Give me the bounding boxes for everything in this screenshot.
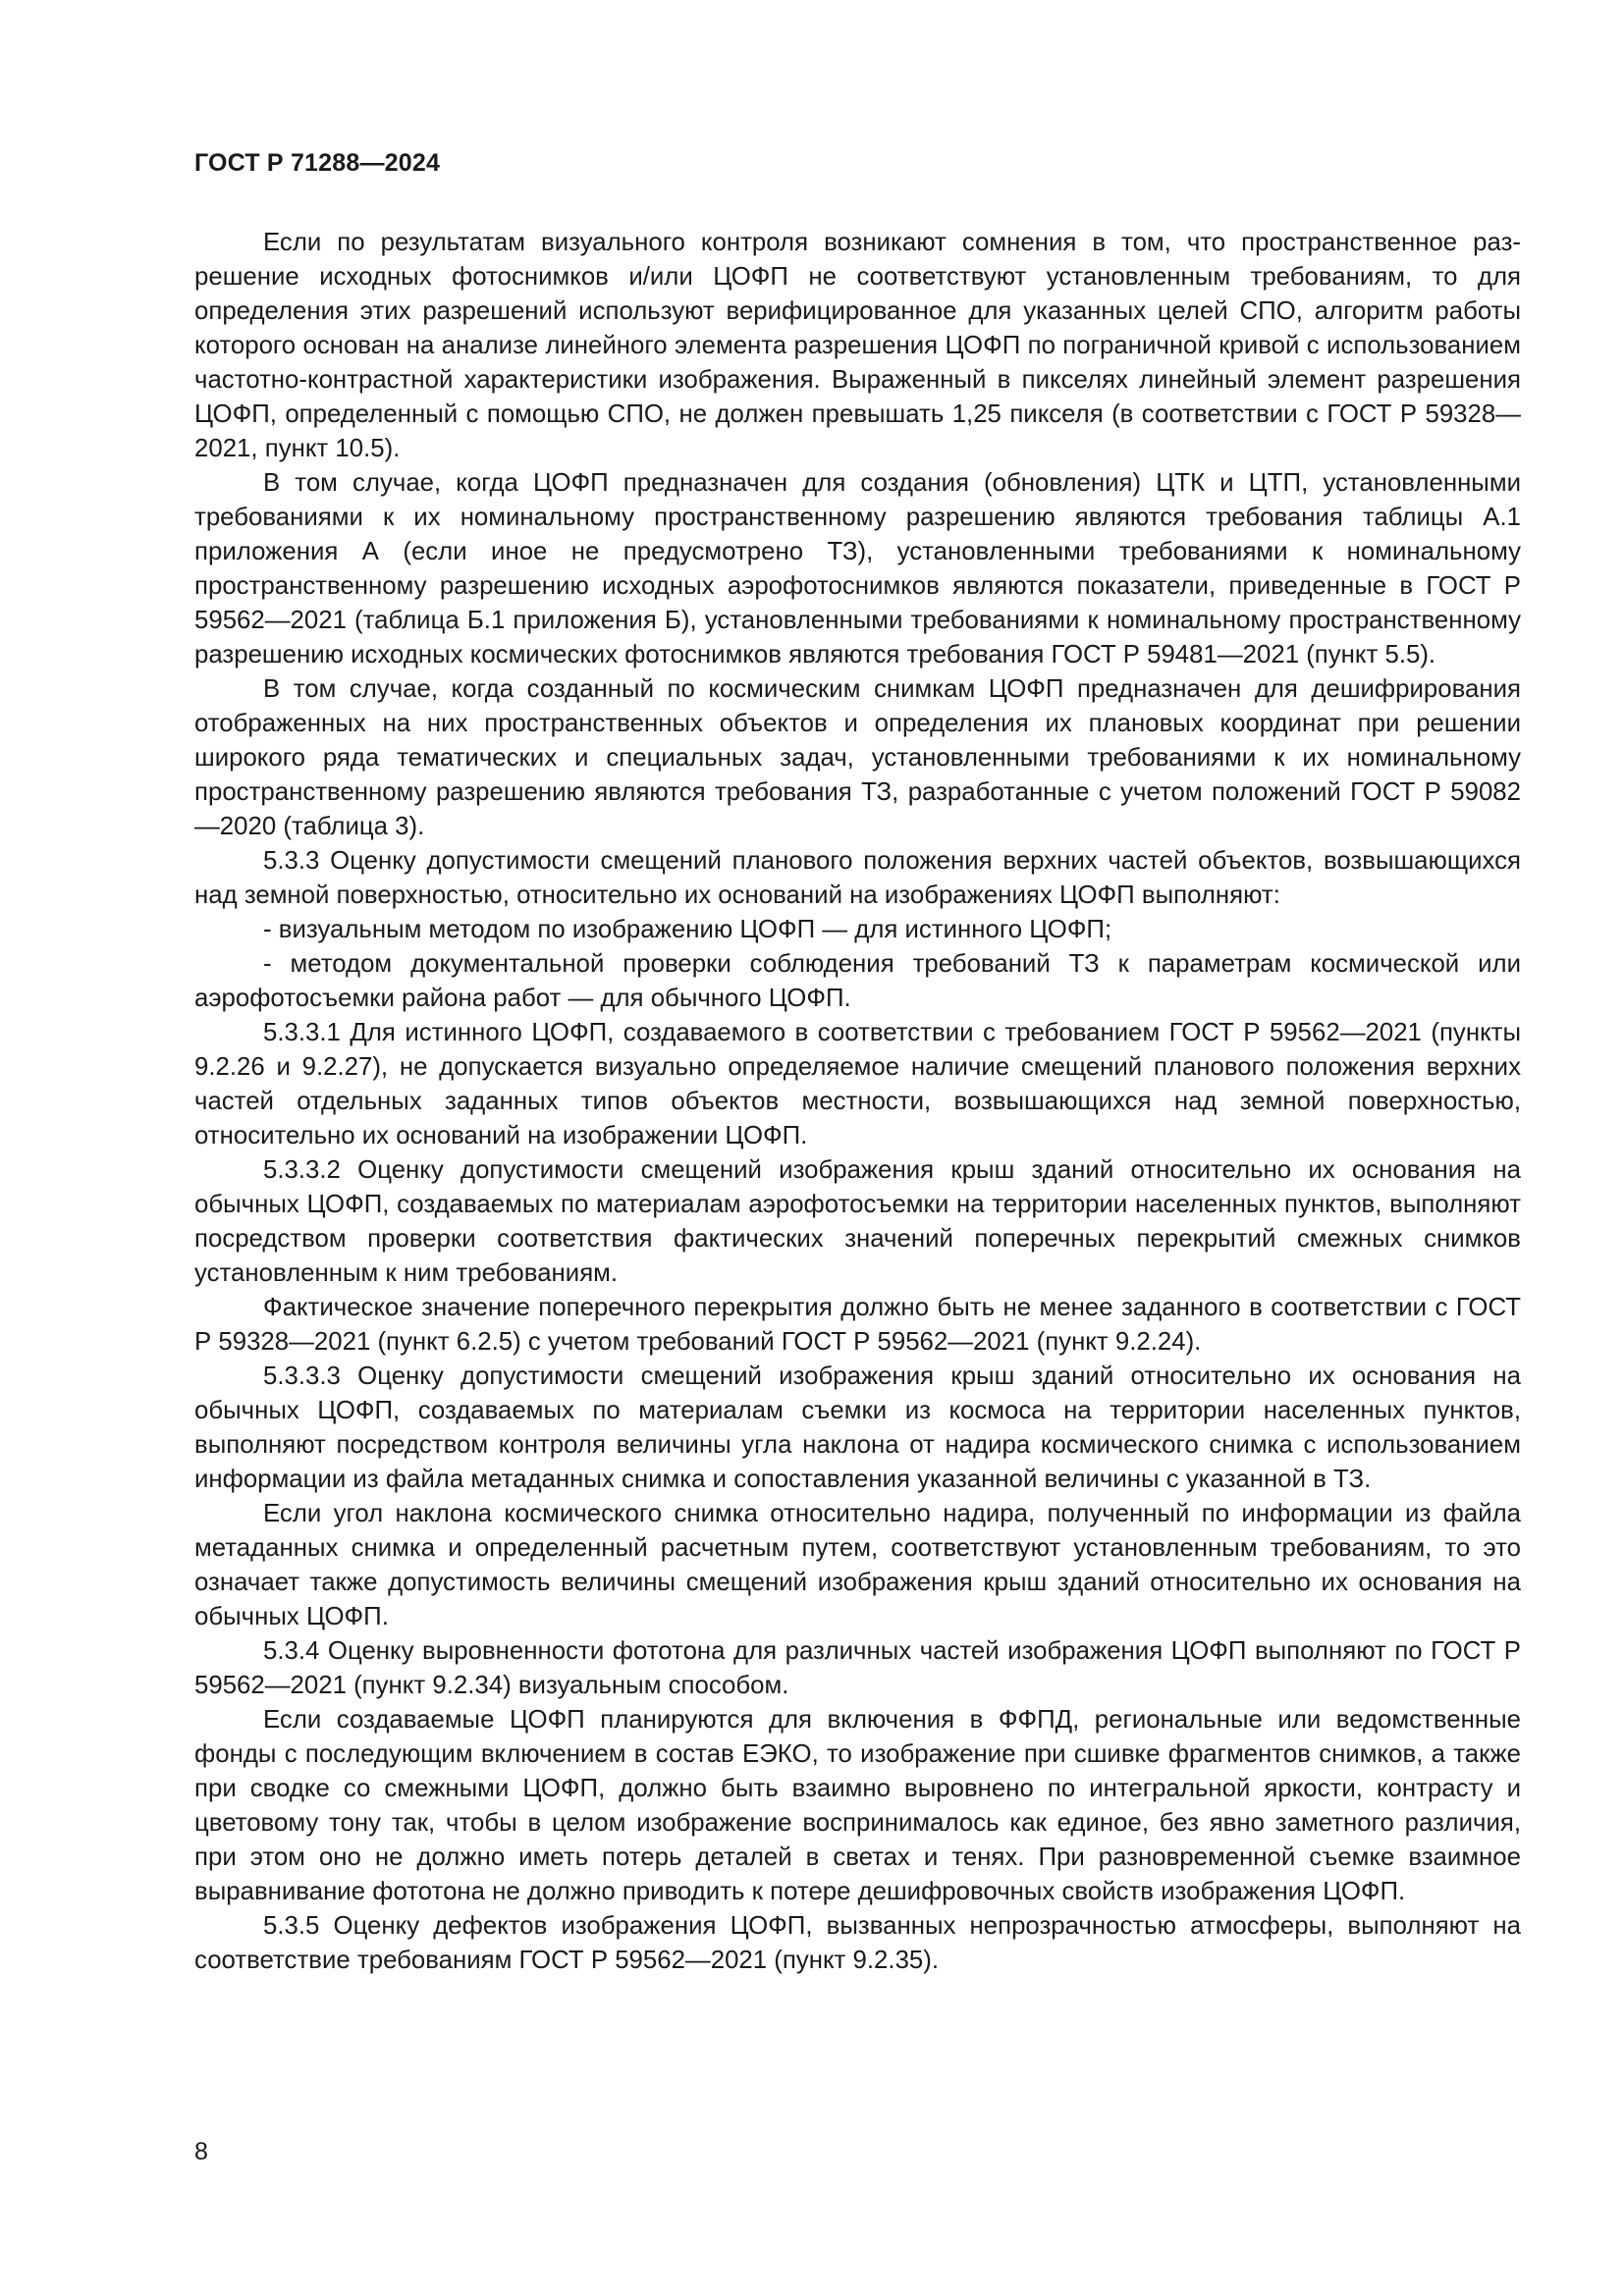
paragraph-resolution-check: Если по результатам визуального контроля возникают сомнения в том, что пространственное разрешение исходных фотоснимков и/или ЦОФП не соответствуют установленным требованиям, то для определения этих разрешений используют верифицированное для указанных целей СПО, алгоритм работы которого основан на анализе линейного элемента разрешения ЦОФП по пограничной кривой с использованием частотно-контрастной характеристики изображения. Выраженный в пикселях линейный элемент разрешения ЦОФП, определенный с помощью СПО, не должен превышать 1,25 пикселя (в соответствии с ГОСТ Р 59328—2021, пункт 10.5). (194, 229, 1521, 462)
document-body (194, 226, 1521, 1978)
paragraph-space-imagery-requirements: В том случае, когда созданный по космическим снимкам ЦОФП предназначен для дешифрирования отображенных на них пространственных объектов и определения их плановых координат при решении широкого ряда тематических и специальных задач, установленными требованиями к их номинальному пространственному разрешению являются требования ТЗ, разработанные с учетом положений ГОСТ Р 59082—2020 (таблица 3). (194, 675, 1521, 840)
paragraph-5-3-3-3: 5.3.3.3 Оценку допустимости смещений изображения крыш зданий относительно их основания на обычных ЦОФП, создаваемых по материалам съемки из космоса на территории населенных пунктов, выполняют посредством контроля величины угла наклона от надира космического снимка с использованием информации из файла метаданных снимка и сопоставления указанной величины с указанной в ТЗ. (194, 1362, 1521, 1493)
paragraph-5-3-3-1: 5.3.3.1 Для истинного ЦОФП, создаваемого в соответствии с требованием ГОСТ Р 59562—2021 (пункты 9.2.26 и 9.2.27), не допускается визуально определяемое наличие смещений планового положения верхних частей отдельных заданных типов объектов местности, возвышающихся над земной поверхностью, относительно их оснований на изображении ЦОФП. (194, 1019, 1521, 1149)
page-number: 8 (194, 2138, 208, 2165)
paragraph-ctk-ctp-requirements: В том случае, когда ЦОФП предназначен для создания (обновления) ЦТК и ЦТП, установленными требованиями к их номинальному пространственному разрешению являются требования таблицы А.1 приложения А (если иное не предусмотрено ТЗ), установленными требованиями к номинальному пространственному разрешению исходных аэрофотоснимков являются показатели, приведенные в ГОСТ Р 59562—2021 (таблица Б.1 приложения Б), установленными требованиями к номинальному пространственному разрешению исходных космических фотоснимков являются требования ГОСТ Р 59481—2021 (пункт 5.5). (194, 469, 1521, 668)
paragraph-tilt-angle: Если угол наклона космического снимка относительно надира, полученный по информации из файла метаданных снимка и определенный расчетным путем, соответствуют установленным требованиям, то это означает также допустимость величины смещений изображения крыш зданий относительно их основания на обычных ЦОФП. (194, 1500, 1521, 1630)
list-item-visual-method: - визуальным методом по изображению ЦОФП — для истинного ЦОФП; (263, 916, 1112, 943)
paragraph-5-3-3: 5.3.3 Оценку допустимости смещений планового положения верхних частей объектов, возвышающихся над земной поверхностью, относительно их оснований на изображениях ЦОФП выполняют: (194, 847, 1521, 909)
standard-code-header: ГОСТ Р 71288—2024 (194, 149, 441, 177)
list-item-documentary-method: - методом документальной проверки соблюдения требований ТЗ к параметрам космической или аэрофотосъемки района работ — для обычного ЦОФП. (194, 950, 1521, 1012)
paragraph-5-3-5: 5.3.5 Оценку дефектов изображения ЦОФП, вызванных непрозрачностью атмосферы, выполняют на соответствие требованиям ГОСТ Р 59562—2021 (пункт 9.2.35). (194, 1912, 1521, 1974)
paragraph-5-3-4: 5.3.4 Оценку выровненности фототона для различных частей изображения ЦОФП выполняют по ГОСТ Р 59562—2021 (пункт 9.2.34) визуальным способом. (194, 1637, 1521, 1699)
paragraph-tone-equalization: Если создаваемые ЦОФП планируются для включения в ФФПД, региональные или ведомственные фонды с последующим включением в состав ЕЭКО, то изображение при сшивке фрагментов снимков, а также при сводке со смежными ЦОФП, должно быть взаимно выровнено по интегральной яркости, контрасту и цветовому тону так, чтобы в целом изображение воспринималось как единое, без явно заметного различия, при этом оно не должно иметь потерь деталей в светах и тенях. При разновременной съемке взаимное выравнивание фототона не должно приводить к потере дешифровочных свойств изображения ЦОФП. (194, 1706, 1521, 1905)
paragraph-5-3-3-2: 5.3.3.2 Оценку допустимости смещений изображения крыш зданий относительно их основания на обычных ЦОФП, создаваемых по материалам аэрофотосъемки на территории населенных пунктов, выполняют посредством проверки соответствия фактических значений поперечных перекрытий смежных снимков установленным к ним требованиям. (194, 1156, 1521, 1287)
paragraph-overlap-value: Фактическое значение поперечного перекрытия должно быть не менее заданного в соответствии с ГОСТ Р 59328—2021 (пункт 6.2.5) с учетом требований ГОСТ Р 59562—2021 (пункт 9.2.24). (194, 1294, 1521, 1356)
